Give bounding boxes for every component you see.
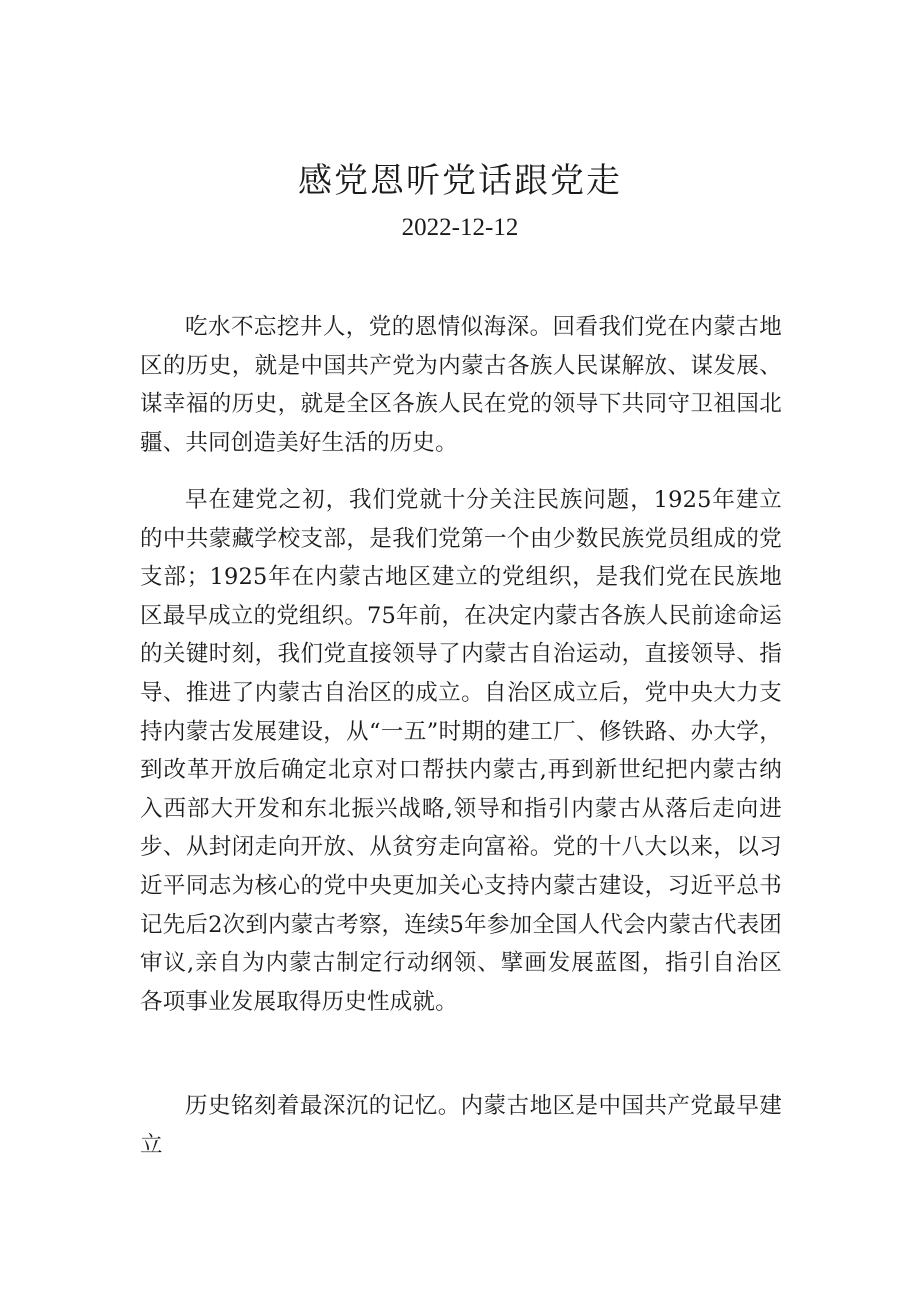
paragraph: 历史铭刻着最深沉的记忆。内蒙古地区是中国共产党最早建立 (140, 1093, 782, 1158)
paragraph-2-block (140, 481, 782, 1021)
document-date: 2022-12-12 (401, 214, 519, 241)
paragraph: 吃水不忘挖井人，党的恩情似海深。回看我们党在内蒙古地区的历史，就是中国共产党为内蒙古各族人民谋解放、谋发展、谋幸福的历史，就是全区各族人民在党的领导下共同守卫祖国北疆、共同创造美好生活的历史。 (140, 314, 782, 456)
paragraph-1-block (140, 308, 782, 462)
paragraph: 早在建党之初，我们党就十分关注民族问题，1925年建立的中共蒙藏学校支部，是我们党第一个由少数民族党员组成的党支部；1925年在内蒙古地区建立的党组织，是我们党在民族地区最早成立的党组织。75年前，在决定内蒙古各族人民前途命运的关键时刻，我们党直接领导了内蒙古自治运动，直接领导、指导、推进了内蒙古自治区的成立。自治区成立后，党中央大力支持内蒙古发展建设，从“一五”时期的建工厂、修铁路、办大学，到改革开放后确定北京对口帮扶内蒙古,再到新世纪把内蒙古纳入西部大开发和东北振兴战略,领导和指引内蒙古从落后走向进步、从封闭走向开放、从贫穷走向富裕。党的十八大以来，以习近平同志为核心的党中央更加关心支持内蒙古建设，习近平总书记先后2次到内蒙古考察，连续5年参加全国人代会内蒙古代表团审议,亲自为内蒙古制定行动纲领、擘画发展蓝图，指引自治区各项事业发展取得历史性成就。 (140, 487, 782, 1015)
document-title: 感党恩听党话跟党走 (298, 161, 622, 201)
paragraph-3-block (140, 1087, 782, 1164)
